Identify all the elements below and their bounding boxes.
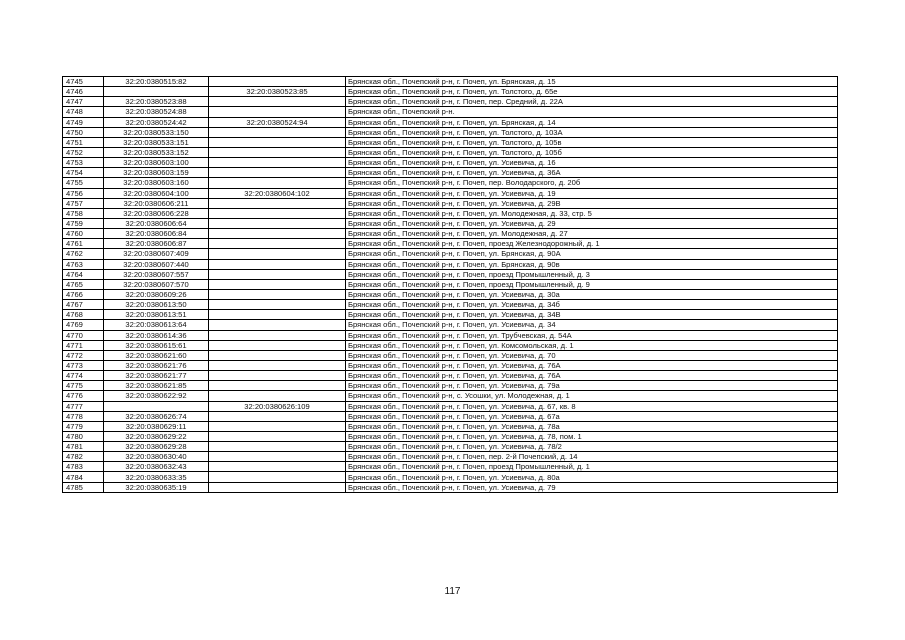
cadastral-number-cell: 32:20:0380515:82 bbox=[104, 77, 209, 87]
row-number-cell: 4770 bbox=[63, 330, 104, 340]
table-row bbox=[63, 259, 838, 269]
row-number-cell: 4747 bbox=[63, 97, 104, 107]
row-number-cell: 4776 bbox=[63, 391, 104, 401]
related-cadastral-number-cell bbox=[209, 97, 346, 107]
address-cell: Брянская обл., Почепский р-н, с. Усошки, ул. Молодежная, д. 1 bbox=[346, 391, 838, 401]
related-cadastral-number-cell bbox=[209, 360, 346, 370]
related-cadastral-number-cell bbox=[209, 208, 346, 218]
related-cadastral-number-cell bbox=[209, 482, 346, 492]
row-number-cell: 4775 bbox=[63, 381, 104, 391]
related-cadastral-number-cell bbox=[209, 127, 346, 137]
table-row bbox=[63, 442, 838, 452]
related-cadastral-number-cell bbox=[209, 147, 346, 157]
row-number-cell: 4767 bbox=[63, 300, 104, 310]
row-number-cell: 4778 bbox=[63, 411, 104, 421]
table-row bbox=[63, 452, 838, 462]
row-number-cell: 4774 bbox=[63, 371, 104, 381]
row-number-cell: 4761 bbox=[63, 239, 104, 249]
address-cell: Брянская обл., Почепский р-н, г. Почеп, ул. Усиевича, д. 34В bbox=[346, 310, 838, 320]
cadastral-number-cell: 32:20:0380613:51 bbox=[104, 310, 209, 320]
table-row bbox=[63, 137, 838, 147]
table-row bbox=[63, 168, 838, 178]
address-cell: Брянская обл., Почепский р-н, г. Почеп, пер. Володарского, д. 20б bbox=[346, 178, 838, 188]
address-cell: Брянская обл., Почепский р-н, г. Почеп, ул. Брянская, д. 14 bbox=[346, 117, 838, 127]
related-cadastral-number-cell bbox=[209, 229, 346, 239]
address-cell: Брянская обл., Почепский р-н, г. Почеп, ул. Усиевича, д. 34б bbox=[346, 300, 838, 310]
page-number: 117 bbox=[444, 586, 461, 597]
row-number-cell: 4753 bbox=[63, 158, 104, 168]
address-cell: Брянская обл., Почепский р-н, г. Почеп, ул. Толстого, д. 105в bbox=[346, 137, 838, 147]
address-cell: Брянская обл., Почепский р-н, г. Почеп, ул. Брянская, д. 90в bbox=[346, 259, 838, 269]
cadastral-number-cell: 32:20:0380607:557 bbox=[104, 269, 209, 279]
related-cadastral-number-cell: 32:20:0380523:85 bbox=[209, 87, 346, 97]
cadastral-number-cell: 32:20:0380533:150 bbox=[104, 127, 209, 137]
related-cadastral-number-cell: 32:20:0380524:94 bbox=[209, 117, 346, 127]
table-row bbox=[63, 158, 838, 168]
cadastral-number-cell: 32:20:0380607:440 bbox=[104, 259, 209, 269]
table-row bbox=[63, 320, 838, 330]
row-number-cell: 4748 bbox=[63, 107, 104, 117]
address-cell: Брянская обл., Почепский р-н, г. Почеп, ул. Трубчевская, д. 54А bbox=[346, 330, 838, 340]
related-cadastral-number-cell: 32:20:0380626:109 bbox=[209, 401, 346, 411]
table-row bbox=[63, 482, 838, 492]
cadastral-number-cell: 32:20:0380621:60 bbox=[104, 350, 209, 360]
cadastral-number-cell: 32:20:0380621:76 bbox=[104, 360, 209, 370]
cadastral-number-cell: 32:20:0380603:159 bbox=[104, 168, 209, 178]
row-number-cell: 4773 bbox=[63, 360, 104, 370]
related-cadastral-number-cell bbox=[209, 249, 346, 259]
row-number-cell: 4782 bbox=[63, 452, 104, 462]
row-number-cell: 4766 bbox=[63, 289, 104, 299]
cadastral-number-cell: 32:20:0380524:42 bbox=[104, 117, 209, 127]
address-cell: Брянская обл., Почепский р-н, г. Почеп, ул. Усиевича, д. 30а bbox=[346, 289, 838, 299]
address-cell: Брянская обл., Почепский р-н, г. Почеп, ул. Усиевича, д. 79а bbox=[346, 381, 838, 391]
table-row bbox=[63, 239, 838, 249]
row-number-cell: 4777 bbox=[63, 401, 104, 411]
address-cell: Брянская обл., Почепский р-н, г. Почеп, ул. Усиевича, д. 16 bbox=[346, 158, 838, 168]
row-number-cell: 4752 bbox=[63, 147, 104, 157]
table-row bbox=[63, 391, 838, 401]
address-cell: Брянская обл., Почепский р-н, г. Почеп, проезд Промышленный, д. 9 bbox=[346, 279, 838, 289]
table-row bbox=[63, 97, 838, 107]
cadastral-number-cell: 32:20:0380604:100 bbox=[104, 188, 209, 198]
row-number-cell: 4768 bbox=[63, 310, 104, 320]
address-cell: Брянская обл., Почепский р-н, г. Почеп, ул. Усиевича, д. 76А bbox=[346, 371, 838, 381]
address-cell: Брянская обл., Почепский р-н, г. Почеп, ул. Усиевича, д. 78/2 bbox=[346, 442, 838, 452]
cadastral-number-cell: 32:20:0380613:50 bbox=[104, 300, 209, 310]
table-row bbox=[63, 411, 838, 421]
table-body bbox=[63, 77, 838, 493]
related-cadastral-number-cell bbox=[209, 77, 346, 87]
related-cadastral-number-cell bbox=[209, 462, 346, 472]
cadastral-number-cell bbox=[104, 401, 209, 411]
row-number-cell: 4749 bbox=[63, 117, 104, 127]
cadastral-number-cell: 32:20:0380603:160 bbox=[104, 178, 209, 188]
related-cadastral-number-cell bbox=[209, 279, 346, 289]
cadastral-table bbox=[62, 76, 838, 493]
address-cell: Брянская обл., Почепский р-н, г. Почеп, ул. Толстого, д. 105б bbox=[346, 147, 838, 157]
related-cadastral-number-cell bbox=[209, 137, 346, 147]
row-number-cell: 4745 bbox=[63, 77, 104, 87]
table-row bbox=[63, 87, 838, 97]
cadastral-number-cell: 32:20:0380607:570 bbox=[104, 279, 209, 289]
table-row bbox=[63, 229, 838, 239]
related-cadastral-number-cell bbox=[209, 340, 346, 350]
row-number-cell: 4780 bbox=[63, 431, 104, 441]
table-row bbox=[63, 310, 838, 320]
table-row bbox=[63, 147, 838, 157]
row-number-cell: 4763 bbox=[63, 259, 104, 269]
table-row bbox=[63, 300, 838, 310]
cadastral-number-cell: 32:20:0380629:22 bbox=[104, 431, 209, 441]
related-cadastral-number-cell bbox=[209, 330, 346, 340]
address-cell: Брянская обл., Почепский р-н, г. Почеп, пер. Средний, д. 22А bbox=[346, 97, 838, 107]
row-number-cell: 4784 bbox=[63, 472, 104, 482]
address-cell: Брянская обл., Почепский р-н, г. Почеп, ул. Усиевича, д. 80а bbox=[346, 472, 838, 482]
address-cell: Брянская обл., Почепский р-н, г. Почеп, ул. Комсомольская, д. 1 bbox=[346, 340, 838, 350]
row-number-cell: 4760 bbox=[63, 229, 104, 239]
row-number-cell: 4765 bbox=[63, 279, 104, 289]
cadastral-number-cell: 32:20:0380632:43 bbox=[104, 462, 209, 472]
row-number-cell: 4771 bbox=[63, 340, 104, 350]
related-cadastral-number-cell bbox=[209, 371, 346, 381]
related-cadastral-number-cell bbox=[209, 269, 346, 279]
cadastral-number-cell: 32:20:0380607:409 bbox=[104, 249, 209, 259]
related-cadastral-number-cell bbox=[209, 168, 346, 178]
related-cadastral-number-cell bbox=[209, 452, 346, 462]
cadastral-number-cell: 32:20:0380614:36 bbox=[104, 330, 209, 340]
table-row bbox=[63, 249, 838, 259]
address-cell: Брянская обл., Почепский р-н, г. Почеп, ул. Усиевича, д. 67а bbox=[346, 411, 838, 421]
table-row bbox=[63, 381, 838, 391]
table-row bbox=[63, 472, 838, 482]
row-number-cell: 4783 bbox=[63, 462, 104, 472]
address-cell: Брянская обл., Почепский р-н, г. Почеп, ул. Усиевича, д. 78а bbox=[346, 421, 838, 431]
related-cadastral-number-cell bbox=[209, 411, 346, 421]
cadastral-number-cell: 32:20:0380613:64 bbox=[104, 320, 209, 330]
table-row bbox=[63, 218, 838, 228]
table-row bbox=[63, 340, 838, 350]
row-number-cell: 4746 bbox=[63, 87, 104, 97]
related-cadastral-number-cell bbox=[209, 472, 346, 482]
table-row bbox=[63, 279, 838, 289]
cadastral-number-cell: 32:20:0380524:88 bbox=[104, 107, 209, 117]
related-cadastral-number-cell: 32:20:0380604:102 bbox=[209, 188, 346, 198]
row-number-cell: 4757 bbox=[63, 198, 104, 208]
related-cadastral-number-cell bbox=[209, 421, 346, 431]
row-number-cell: 4751 bbox=[63, 137, 104, 147]
table-row bbox=[63, 371, 838, 381]
related-cadastral-number-cell bbox=[209, 391, 346, 401]
table-row bbox=[63, 431, 838, 441]
cadastral-number-cell: 32:20:0380629:11 bbox=[104, 421, 209, 431]
row-number-cell: 4764 bbox=[63, 269, 104, 279]
cadastral-number-cell: 32:20:0380606:228 bbox=[104, 208, 209, 218]
table-row bbox=[63, 178, 838, 188]
address-cell: Брянская обл., Почепский р-н, г. Почеп, ул. Толстого, д. 65е bbox=[346, 87, 838, 97]
cadastral-number-cell: 32:20:0380533:152 bbox=[104, 147, 209, 157]
table-row bbox=[63, 360, 838, 370]
cadastral-number-cell: 32:20:0380606:211 bbox=[104, 198, 209, 208]
cadastral-number-cell: 32:20:0380615:61 bbox=[104, 340, 209, 350]
table-row bbox=[63, 401, 838, 411]
address-cell: Брянская обл., Почепский р-н, г. Почеп, ул. Усиевича, д. 34 bbox=[346, 320, 838, 330]
row-number-cell: 4759 bbox=[63, 218, 104, 228]
related-cadastral-number-cell bbox=[209, 431, 346, 441]
related-cadastral-number-cell bbox=[209, 289, 346, 299]
address-cell: Брянская обл., Почепский р-н, г. Почеп, ул. Усиевича, д. 70 bbox=[346, 350, 838, 360]
related-cadastral-number-cell bbox=[209, 320, 346, 330]
row-number-cell: 4785 bbox=[63, 482, 104, 492]
related-cadastral-number-cell bbox=[209, 198, 346, 208]
address-cell: Брянская обл., Почепский р-н, г. Почеп, проезд Железнодорожный, д. 1 bbox=[346, 239, 838, 249]
row-number-cell: 4779 bbox=[63, 421, 104, 431]
table-row bbox=[63, 350, 838, 360]
row-number-cell: 4781 bbox=[63, 442, 104, 452]
address-cell: Брянская обл., Почепский р-н, г. Почеп, ул. Молодежная, д. 33, стр. 5 bbox=[346, 208, 838, 218]
table-row bbox=[63, 198, 838, 208]
row-number-cell: 4772 bbox=[63, 350, 104, 360]
address-cell: Брянская обл., Почепский р-н. bbox=[346, 107, 838, 117]
cadastral-table-container bbox=[62, 76, 837, 493]
table-row bbox=[63, 77, 838, 87]
table-row bbox=[63, 330, 838, 340]
address-cell: Брянская обл., Почепский р-н, г. Почеп, ул. Усиевича, д. 79 bbox=[346, 482, 838, 492]
related-cadastral-number-cell bbox=[209, 381, 346, 391]
cadastral-number-cell: 32:20:0380523:88 bbox=[104, 97, 209, 107]
cadastral-number-cell: 32:20:0380606:64 bbox=[104, 218, 209, 228]
row-number-cell: 4758 bbox=[63, 208, 104, 218]
row-number-cell: 4762 bbox=[63, 249, 104, 259]
address-cell: Брянская обл., Почепский р-н, г. Почеп, ул. Брянская, д. 15 bbox=[346, 77, 838, 87]
address-cell: Брянская обл., Почепский р-н, г. Почеп, ул. Усиевича, д. 19 bbox=[346, 188, 838, 198]
cadastral-number-cell: 32:20:0380603:100 bbox=[104, 158, 209, 168]
related-cadastral-number-cell bbox=[209, 178, 346, 188]
table-row bbox=[63, 421, 838, 431]
cadastral-number-cell: 32:20:0380606:87 bbox=[104, 239, 209, 249]
address-cell: Брянская обл., Почепский р-н, г. Почеп, ул. Усиевича, д. 36А bbox=[346, 168, 838, 178]
related-cadastral-number-cell bbox=[209, 300, 346, 310]
table-row bbox=[63, 127, 838, 137]
address-cell: Брянская обл., Почепский р-н, г. Почеп, проезд Промышленный, д. 3 bbox=[346, 269, 838, 279]
row-number-cell: 4756 bbox=[63, 188, 104, 198]
cadastral-number-cell: 32:20:0380621:77 bbox=[104, 371, 209, 381]
table-row bbox=[63, 208, 838, 218]
cadastral-number-cell: 32:20:0380633:35 bbox=[104, 472, 209, 482]
cadastral-number-cell: 32:20:0380622:92 bbox=[104, 391, 209, 401]
table-row bbox=[63, 462, 838, 472]
related-cadastral-number-cell bbox=[209, 350, 346, 360]
row-number-cell: 4750 bbox=[63, 127, 104, 137]
row-number-cell: 4754 bbox=[63, 168, 104, 178]
cadastral-number-cell: 32:20:0380630:40 bbox=[104, 452, 209, 462]
table-row bbox=[63, 107, 838, 117]
related-cadastral-number-cell bbox=[209, 107, 346, 117]
cadastral-number-cell bbox=[104, 87, 209, 97]
row-number-cell: 4755 bbox=[63, 178, 104, 188]
cadastral-number-cell: 32:20:0380635:19 bbox=[104, 482, 209, 492]
address-cell: Брянская обл., Почепский р-н, г. Почеп, ул. Усиевича, д. 76А bbox=[346, 360, 838, 370]
address-cell: Брянская обл., Почепский р-н, г. Почеп, ул. Толстого, д. 103А bbox=[346, 127, 838, 137]
address-cell: Брянская обл., Почепский р-н, г. Почеп, проезд Промышленный, д. 1 bbox=[346, 462, 838, 472]
related-cadastral-number-cell bbox=[209, 310, 346, 320]
table-row bbox=[63, 188, 838, 198]
related-cadastral-number-cell bbox=[209, 442, 346, 452]
address-cell: Брянская обл., Почепский р-н, г. Почеп, ул. Усиевича, д. 29 bbox=[346, 218, 838, 228]
address-cell: Брянская обл., Почепский р-н, г. Почеп, ул. Усиевича, д. 29В bbox=[346, 198, 838, 208]
cadastral-number-cell: 32:20:0380621:85 bbox=[104, 381, 209, 391]
related-cadastral-number-cell bbox=[209, 158, 346, 168]
table-row bbox=[63, 117, 838, 127]
address-cell: Брянская обл., Почепский р-н, г. Почеп, пер. 2-й Почепский, д. 14 bbox=[346, 452, 838, 462]
cadastral-number-cell: 32:20:0380629:28 bbox=[104, 442, 209, 452]
address-cell: Брянская обл., Почепский р-н, г. Почеп, ул. Брянская, д. 90А bbox=[346, 249, 838, 259]
address-cell: Брянская обл., Почепский р-н, г. Почеп, ул. Усиевича, д. 67, кв. 8 bbox=[346, 401, 838, 411]
cadastral-number-cell: 32:20:0380533:151 bbox=[104, 137, 209, 147]
related-cadastral-number-cell bbox=[209, 239, 346, 249]
address-cell: Брянская обл., Почепский р-н, г. Почеп, ул. Молодежная, д. 27 bbox=[346, 229, 838, 239]
related-cadastral-number-cell bbox=[209, 259, 346, 269]
related-cadastral-number-cell bbox=[209, 218, 346, 228]
cadastral-number-cell: 32:20:0380609:26 bbox=[104, 289, 209, 299]
cadastral-number-cell: 32:20:0380606:84 bbox=[104, 229, 209, 239]
table-row bbox=[63, 289, 838, 299]
cadastral-number-cell: 32:20:0380626:74 bbox=[104, 411, 209, 421]
address-cell: Брянская обл., Почепский р-н, г. Почеп, ул. Усиевича, д. 78, пом. 1 bbox=[346, 431, 838, 441]
row-number-cell: 4769 bbox=[63, 320, 104, 330]
table-row bbox=[63, 269, 838, 279]
